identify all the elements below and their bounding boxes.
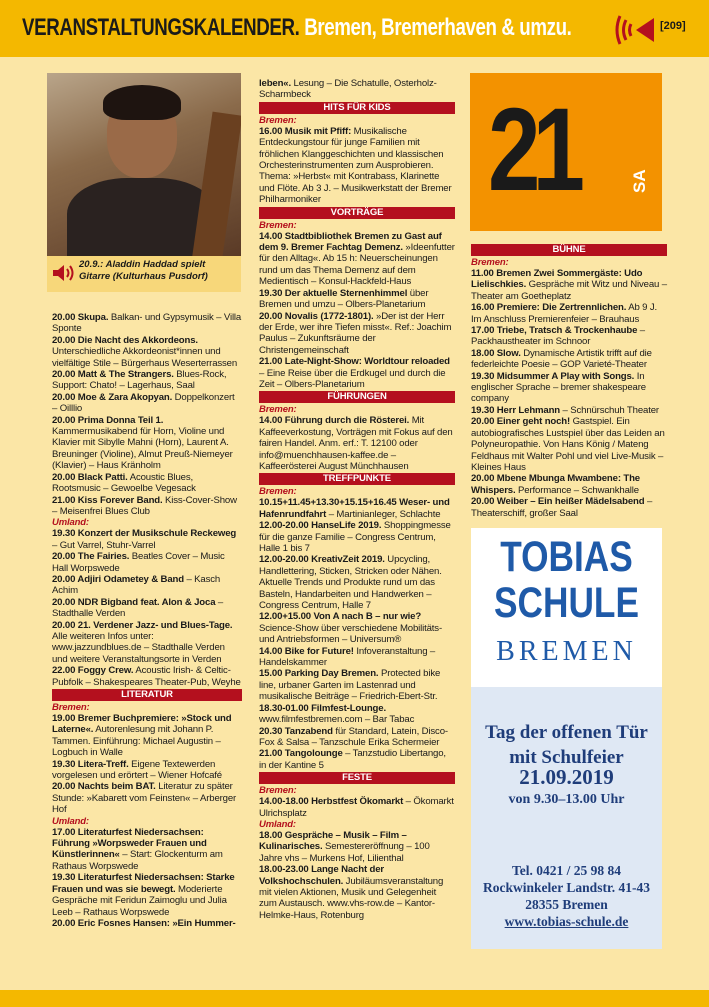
event-title: 19.30 Literaturfest Niedersachsen: Starke Frauen und was sie bewegt.: [52, 872, 235, 895]
event-title: 16.00 Musik mit Pfiff:: [259, 125, 352, 137]
event-entry: [259, 415, 455, 472]
event-title: 20.00 Black Patti.: [52, 471, 128, 483]
event-title: 20.00 The Fairies.: [52, 551, 130, 563]
section-header: FÜHRUNGEN: [259, 391, 455, 403]
event-title: 14.00 Führung durch die Rösterei.: [259, 415, 410, 427]
event-details: Beatles Cover – Music Hall Worpswede: [52, 551, 225, 574]
event-details: Science-Show über verschiedene Mobilitäts- und Antriebsformen – Universum®: [259, 622, 443, 646]
ad-headline-2: mit Schulfeier: [509, 747, 624, 768]
page-title: [22, 14, 571, 42]
event-entry: [52, 781, 242, 815]
event-details: Acoustic Irish- & Celtic-Pubfolk – Shakespeares Theater-Pub, Weyhe: [52, 665, 241, 688]
event-details: – Eine Reise über die Erdkugel und durch die Zeit – Olbers-Planetarium: [259, 367, 446, 390]
event-title: 22.00 Foggy Crew.: [52, 665, 134, 677]
speaker-icon: [53, 264, 75, 282]
event-entry: [52, 713, 242, 759]
event-details: – Packhaustheater im Schnoor: [471, 325, 645, 348]
column-1: [52, 312, 242, 929]
event-entry: [259, 611, 455, 645]
event-details: www.filmfestbremen.com – Bar Tabac: [259, 714, 415, 726]
event-title: 15.00 Parking Day Bremen.: [259, 668, 379, 680]
event-title: 19.30 Der aktuelle Sternenhimmel: [259, 287, 408, 299]
event-title: 20.30 Tanzabend: [259, 725, 333, 737]
event-entry: [52, 759, 242, 782]
event-entry: [52, 620, 242, 666]
event-title: 17.00 Literaturfest Niedersachsen: Führung »Worpsweder Frauen und Künstlerinnen«: [52, 826, 207, 861]
region-label: Bremen:: [52, 702, 90, 713]
event-title: leben«.: [259, 78, 292, 89]
event-details: Ab 9 J. Im Anschluss Premierenfeier – Brauhaus: [471, 302, 658, 325]
event-details: – Kasch Achim: [52, 573, 221, 597]
event-title: 12.00-20.00 HanseLife 2019.: [259, 520, 382, 532]
event-title: 11.00 Bremen Zwei Sommergäste: Udo Lielischkies.: [471, 268, 643, 291]
region-label: Bremen:: [259, 404, 297, 416]
photo-caption-box: [47, 256, 241, 292]
artist-photo: [47, 73, 241, 256]
event-title: 20.00 Die Nacht des Akkordeons.: [52, 334, 198, 346]
event-details: Gespräche mit Witz und Niveau – Theater am Goetheplatz: [471, 279, 667, 302]
event-entry: [259, 231, 455, 288]
event-entry: [259, 497, 455, 520]
event-title: 20.00 Matt & The Strangers.: [52, 369, 174, 381]
event-title: 20.00 Mbene Mbunga Mwambene: The Whispers.: [471, 473, 640, 496]
event-title: 21.00 Tangolounge: [259, 748, 343, 760]
event-details: Acoustic Blues, Rootsmusic – Gewoelbe Vegesack: [52, 471, 196, 495]
event-title: 20.00 Novalis (1772-1801).: [259, 310, 374, 322]
event-details: Eigene Textewerden vorgelesen und erörtert – Wiener Hofcafé: [52, 758, 222, 782]
event-entry: [471, 302, 667, 325]
section-header: HITS FÜR KIDS: [259, 102, 455, 114]
date-day: 21: [488, 84, 578, 216]
event-title: 20.00 Adjiri Odametey & Band: [52, 573, 184, 585]
event-details: – Tanzstudio Libertango, in der Kantine 5: [259, 748, 446, 771]
region-label: Umland:: [52, 517, 89, 529]
event-title: 19.00 Bremer Buchpremiere: »Stock und Laterne«.: [52, 713, 232, 736]
event-entry: [52, 918, 242, 929]
event-entry: [259, 520, 455, 554]
event-entry: [52, 312, 242, 335]
event-details: Shoppingmesse für die ganze Familie – Congress Centrum, Halle 1 bis 7: [259, 520, 451, 554]
event-entry: [52, 335, 242, 369]
event-title: 21.00 Kiss Forever Band.: [52, 494, 163, 506]
event-title: 19.30 Konzert der Musikschule Reckeweg: [52, 528, 237, 540]
event-details: Jubiläumsveranstaltung mit vielen Aktionen, Musik und Gelegenheit zum Austausch. www.vhs-row.de – Kantor-Helmke-Haus, Rotenburg: [259, 875, 444, 921]
event-entry: [259, 748, 455, 771]
event-details: Mit Kaffeeverkostung, Vorträgen mit Fokus auf den fairen Handel. Anm. erf.: T. 12100 oder info@muenchhausen-kaffee.de – Kaffeerösterei August Münchhausen: [259, 415, 453, 472]
section-header: TREFFPUNKTE: [259, 473, 455, 485]
event-details: Alle weiteren Infos unter: www.jazzundblues.de – Stadthalle Verden und weitere Veranstaltungsorte in Verden: [52, 630, 225, 665]
event-details: Gastspiel. Ein autobiografisches Lustspiel über das Leiden an Polyneuropathie. Von Hans König / Mateng Feldhaus mit Walter Pohl und viel Live-Musik – Kleines Haus: [471, 416, 665, 473]
ad-headline-1: Tag der offenen Tür: [485, 722, 648, 743]
event-details: Infoveranstaltung – Handelskammer: [259, 645, 436, 669]
event-details: Balkan- und Gypsymusik – Villa Sponte: [52, 312, 242, 335]
region-label: Bremen:: [259, 486, 297, 498]
event-entry: [259, 830, 455, 864]
event-entry: [471, 416, 667, 473]
event-entry: [52, 665, 242, 688]
event-title: 18.30-01.00 Filmfest-Lounge.: [259, 702, 386, 714]
event-entry: [259, 796, 455, 819]
event-entry: [259, 78, 455, 101]
event-entry: [259, 864, 455, 921]
title-sub: Bremen, Bremerhaven & umzu.: [299, 14, 572, 41]
ad-phone: Tel. 0421 / 25 98 84: [511, 863, 621, 878]
date-box: [470, 73, 662, 231]
event-details: Kiss-Cover-Show – Meisenfrei Blues Club: [52, 494, 237, 517]
event-entry: [52, 528, 242, 551]
event-entry: [52, 472, 242, 495]
event-title: 10.15+11.45+13.30+15.15+16.45 Weser- und Hafenrundfahrt: [259, 497, 450, 520]
event-title: 12.00-20.00 KreativZeit 2019.: [259, 554, 385, 566]
event-details: In englischer Sprache – bremer shakespeare company: [471, 370, 646, 405]
event-entry: [259, 288, 455, 311]
region-label: Bremen:: [471, 257, 509, 268]
event-entry: [471, 371, 667, 405]
title-main: VERANSTALTUNGSKALENDER.: [22, 14, 300, 41]
event-details: – Stadthalle Verden: [52, 596, 224, 620]
event-title: 19.30 Herr Lehmann: [471, 404, 561, 416]
event-entry: [471, 405, 667, 416]
event-entry: [259, 668, 455, 702]
ad-city: 28355 Bremen: [525, 897, 608, 912]
ad-logo-line2: SCHULE: [494, 579, 639, 627]
event-entry: [471, 325, 667, 348]
event-details: – Theaterschiff, großer Saal: [471, 496, 653, 519]
event-details: Dynamische Artistik trifft auf die federleichte Poesie – GOP Varieté-Theater: [471, 347, 652, 371]
tobias-schule-ad: [471, 528, 662, 949]
event-title: 20.00 Nachts beim BAT.: [52, 781, 156, 793]
event-entry: [52, 392, 242, 415]
ad-logo-line1: TOBIAS: [500, 533, 633, 581]
region-label: Bremen:: [259, 785, 297, 797]
ad-headline: [471, 720, 662, 770]
event-entry: [52, 369, 242, 392]
event-entry: [471, 348, 667, 371]
event-title: 18.00 Gespräche – Musik – Film – Kulinarisches.: [259, 829, 407, 853]
event-details: Doppelkonzert – Oilllio: [52, 391, 235, 415]
event-title: 19.30 Midsummer A Play with Songs.: [471, 370, 635, 382]
ad-time: von 9.30–13.00 Uhr: [508, 792, 625, 807]
event-details: »Ideenfutter für den Alltag«. Ab 15 h: Neuerscheinungen rund um das Thema Demenz auf dem Medientisch – Konsul-Hackfeld-Haus: [259, 242, 455, 288]
event-details: über Bremen und umzu – Olbers-Planetarium: [259, 287, 429, 311]
event-details: Blues-Rock, Support: Chato! – Lagerhaus, Saal: [52, 369, 227, 392]
event-title: 14.00-18.00 Herbstfest Ökomarkt: [259, 796, 404, 808]
event-title: 20.00 21. Verdener Jazz- und Blues-Tage.: [52, 619, 233, 631]
event-entry: [52, 495, 242, 518]
event-details: – Schnürschuh Theater: [560, 404, 659, 416]
event-title: 14.00 Stadtbibliothek Bremen zu Gast auf dem 9. Bremer Fachtag Demenz.: [259, 230, 442, 254]
event-title: 20.00 Moe & Zara Akopyan.: [52, 391, 173, 403]
event-title: 20.00 Einer geht noch!: [471, 416, 571, 428]
event-entry: [259, 646, 455, 669]
ad-date: 21.09.2019: [519, 765, 614, 789]
event-entry: [52, 551, 242, 574]
event-entry: [52, 574, 242, 597]
event-details: Semestereröffnung – 100 Jahre vhs – Murkens Hof, Lilienthal: [259, 841, 430, 864]
page-number: [209]: [660, 20, 686, 32]
event-entry: [52, 872, 242, 918]
event-details: Literatur zu später Stunde: »Kabarett vom Feinsten« – Arberger Hof: [52, 781, 237, 816]
ad-contact: [471, 862, 662, 930]
event-details: – Martinianleger, Schlachte: [326, 508, 441, 520]
date-weekday: SA: [630, 169, 649, 193]
event-details: Protected bike line, urbaner Garten im Lastenrad und musikalische Beiträge – Friedrich-Ebert-Str.: [259, 668, 441, 703]
event-title: 20.00 Skupa.: [52, 312, 109, 323]
section-header: FESTE: [259, 772, 455, 784]
section-header: VORTRÄGE: [259, 207, 455, 219]
event-entry: [259, 703, 455, 726]
region-label: Umland:: [259, 818, 296, 830]
event-title: 18.00 Slow.: [471, 347, 521, 359]
event-details: Upcycling, Handlettering, Sticken, Stricken oder Nähen. Aktuelle Trends und Produkte rund um das Basteln, Handarbeiten und Handwerken – Congress Centrum, Halle 7: [259, 554, 442, 612]
event-title: 19.30 Litera-Treff.: [52, 758, 129, 770]
event-details: Autorenlesung mit Johann P. Tammen. Einführung: Michael Augustin – Logbuch in Walle: [52, 724, 221, 759]
event-entry: [471, 496, 667, 519]
event-title: 14.00 Bike for Future!: [259, 645, 354, 657]
event-entry: [52, 597, 242, 620]
ad-website-link[interactable]: www.tobias-schule.de: [504, 914, 629, 929]
region-label: Bremen:: [259, 219, 297, 231]
column-3: [471, 243, 667, 519]
event-details: – Ökomarkt Ulrichsplatz: [259, 796, 454, 819]
event-entry: [259, 126, 455, 206]
page-footer: [0, 990, 709, 1007]
section-header: BÜHNE: [471, 244, 667, 256]
speaker-arrow-icon: [614, 12, 654, 48]
event-entry: [52, 827, 242, 873]
event-details: Kammermusikabend für Horn, Violine und Klavier mit Sibylle Mahni (Horn), Laurent A. Breuninger (Violine), Almut Preuß-Niemeyer (Klavier) – Haus Kränholm: [52, 426, 233, 472]
event-entry: [259, 356, 455, 390]
ad-logo-line3: BREMEN: [496, 636, 637, 667]
event-details: Moderierte Gespräche mit Feridun Zaimoglu und Julia Leeb – Rathaus Worpswede: [52, 883, 227, 918]
event-details: für Standard, Latein, Disco-Fox & Salsa – Tanzschule Erika Schermeier: [259, 725, 448, 748]
event-title: 18.00-23.00 Lange Nacht der Volkshochschulen.: [259, 864, 384, 887]
event-entry: [259, 726, 455, 749]
event-title: 21.00 Late-Night-Show: Worldtour reloaded: [259, 356, 450, 368]
event-details: – Start: Glockenturm am Rathaus Worpswede: [52, 849, 223, 872]
event-title: 20.00 NDR Bigband feat. Alon & Joca: [52, 596, 216, 608]
event-entry: [471, 473, 667, 496]
event-entry: [259, 311, 455, 357]
event-details: Unterschiedliche Akkordeonist*innen und vielfältige Stile – Bürgerhaus Weserterrassen: [52, 346, 238, 369]
section-header: LITERATUR: [52, 689, 242, 701]
event-title: 12.00+15.00 Von A nach B – nur wie?: [259, 611, 422, 623]
event-details: Musikalische Entdeckungstour für junge Familien mit fröhlichen Klanggeschichten und klassischen Orchesterinstrumenten zum Ausprobieren. Thema: »Herbst« mit Kontrabass, Klarinette und Flöte. Ab 3 J. – Musikwerkstatt der Bremer Philharmoniker: [259, 125, 452, 206]
region-label: Bremen:: [259, 114, 297, 126]
event-title: 20.00 Prima Donna Teil 1.: [52, 414, 164, 426]
region-label: Umland:: [52, 815, 89, 827]
event-details: – Gut Varrel, Stuhr-Varrel: [52, 539, 156, 551]
event-title: 20.00 Weiber – Ein heißer Mädelsabend: [471, 496, 645, 508]
event-title: 17.00 Triebe, Tratsch & Trockenhaube: [471, 325, 638, 337]
event-details: Lesung – Die Schatulle, Osterholz-Scharmbeck: [259, 78, 437, 101]
page-header: [0, 0, 709, 57]
photo-caption: 20.9.: Aladdin Haddad spielt Gitarre (Kulturhaus Pusdorf): [79, 259, 208, 282]
event-details: »Der ist der Herr der Erde, wer ihre Tiefen misst«. Ref.: Joachim Paulus – Zukunftsräume der Christengemeinschaft: [259, 310, 452, 356]
ad-street: Rockwinkeler Landstr. 41-43: [483, 880, 650, 895]
event-title: 20.00 Eric Fosnes Hansen: »Ein Hummer-: [52, 917, 236, 929]
event-entry: [471, 268, 667, 302]
event-entry: [259, 554, 455, 611]
event-entry: [52, 415, 242, 472]
column-2: [259, 78, 455, 921]
event-title: 16.00 Premiere: Die Zertrennlichen.: [471, 302, 627, 314]
event-details: Performance – Schwankhalle: [515, 484, 639, 496]
